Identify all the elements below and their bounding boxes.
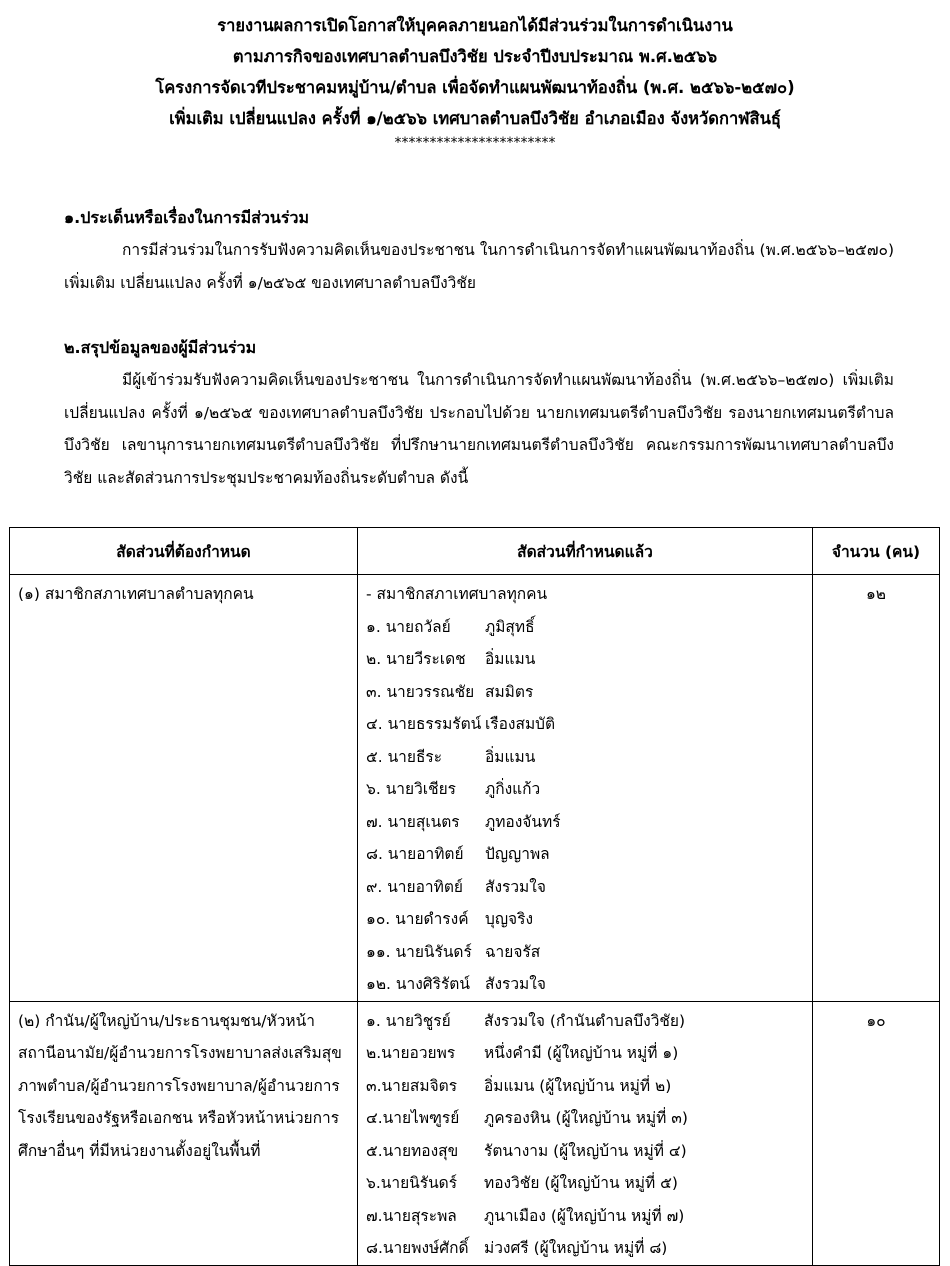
row-2-count: ๑๐ bbox=[813, 1001, 940, 1265]
section-1-text: การมีส่วนร่วมในการรับฟังความคิดเห็นของประชาชน ในการดำเนินการจัดทำแผนพัฒนาท้องถิ่น (พ.ศ.๒๕๖๖–๒๕๗๐) เพิ่มเติม เปลี่ยนแปลง ครั้งที่ ๑/๒๕๖๕ ของเทศบาลตำบลบึงวิชัย bbox=[64, 241, 894, 292]
member-entry: ๔. นายธรรมรัตน์ เรืองสมบัติ bbox=[366, 715, 556, 733]
title-line-4: เพิ่มเติม เปลี่ยนแปลง ครั้งที่ ๑/๒๕๖๖ เทศบาลตำบลบึงวิชัย อำเภอเมือง จังหวัดกาฬสินธุ์ bbox=[169, 109, 781, 128]
row-2-members bbox=[358, 1001, 813, 1265]
member-entry: ๑๑. นายนิรันดร์ ฉายจรัส bbox=[366, 942, 541, 961]
title-line-3: โครงการจัดเวทีประชาคมหมู่บ้าน/ตำบล เพื่อจัดทำแผนพัฒนาท้องถิ่น (พ.ศ. ๒๕๖๖-๒๕๗๐) bbox=[155, 78, 795, 97]
section-2-text: มีผู้เข้าร่วมรับฟังความคิดเห็นของประชาชน ในการดำเนินการจัดทำแผนพัฒนาท้องถิ่น (พ.ศ.๒๕๖๖–๒๕๗๐) เพิ่มเติม เปลี่ยนแปลง ครั้งที่ ๑/๒๕๖๕ ของเทศบาลตำบลบึงวิชัย ประกอบไปด้วย นายกเทศมนตรีตำบลบึงวิชัย รองนายกเทศมนตรีตำบลบึงวิชัย เลขานุการนายกเทศมนตรีตำบลบึงวิชัย ที่ปรึกษานายกเทศมนตรีตำบลบึงวิชัย คณะกรรมการพัฒนาเทศบาลตำบลบึงวิชัย และสัดส่วนการประชุมประชาคมท้องถิ่นระดับตำบล ดังนี้ bbox=[64, 371, 894, 487]
member-entry: ๗.นายสุระพล ภูนาเมือง (ผู้ใหญ่บ้าน หมู่ที่ ๗) bbox=[366, 1206, 685, 1225]
table-header-row bbox=[10, 528, 940, 575]
stars-divider: *********************** bbox=[394, 135, 556, 151]
header-assigned-proportion: สัดส่วนที่กำหนดแล้ว bbox=[358, 528, 813, 575]
section-1-body bbox=[64, 234, 894, 299]
member-entry: ๒.นายอวยพร หนึ่งคำมี (ผู้ใหญ่บ้าน หมู่ที่ ๑) bbox=[366, 1044, 679, 1062]
member-entry: ๘. นายอาทิตย์ ปัญญาพล bbox=[366, 845, 550, 863]
section-2 bbox=[64, 332, 894, 494]
row-1-count: ๑๒ bbox=[813, 575, 940, 1002]
participants-table bbox=[9, 527, 940, 1266]
member-entry: ๖.นายนิรันดร์ ทองวิชัย (ผู้ใหญ่บ้าน หมู่ที่ ๕) bbox=[366, 1174, 678, 1192]
title-line-1: รายงานผลการเปิดโอกาสให้บุคคลภายนอกได้มีส่วนร่วมในการดำเนินงาน bbox=[217, 16, 733, 35]
member-entry: ๓.นายสมจิตร อิ่มแมน (ผู้ใหญ่บ้าน หมู่ที่ ๒) bbox=[366, 1076, 672, 1095]
member-entry: ๓. นายวรรณชัย สมมิตร bbox=[366, 682, 534, 701]
section-1 bbox=[64, 202, 894, 299]
member-entry: ๒. นายวีระเดช อิ่มแมน bbox=[366, 650, 536, 668]
row-1-members bbox=[358, 575, 813, 1002]
member-entry: ๖. นายวิเชียร ภูกิ่งแก้ว bbox=[366, 780, 541, 798]
member-entry: ๙. นายอาทิตย์ สังรวมใจ bbox=[366, 877, 546, 896]
report-title bbox=[0, 10, 950, 152]
row-2-category: (๒) กำนัน/ผู้ใหญ่บ้าน/ประธานชุมชน/หัวหน้าสถานีอนามัย/ผู้อำนวยการโรงพยาบาลส่งเสริมสุขภาพตำบล/ผู้อำนวยการโรงพยาบาล/ผู้อำนวยการโรงเรียนของรัฐหรือเอกชน หรือหัวหน้าหน่วยการศึกษาอื่นๆ ที่มีหน่วยงานตั้งอยู่ในพื้นที่ bbox=[10, 1001, 358, 1265]
header-count: จำนวน (คน) bbox=[813, 528, 940, 575]
member-entry: ๕.นายทองสุข รัตนางาม (ผู้ใหญ่บ้าน หมู่ที่ ๔) bbox=[366, 1141, 687, 1160]
member-entry: ๑๒. นางศิริรัตน์ สังรวมใจ bbox=[366, 975, 546, 993]
member-entry: ๑. นายถวัลย์ ภูมิสุทธิ์ bbox=[366, 617, 535, 636]
member-entry: ๗. นายสุเนตร ภูทองจันทร์ bbox=[366, 812, 561, 831]
section-1-heading: ๑.ประเด็นหรือเรื่องในการมีส่วนร่วม bbox=[64, 208, 309, 227]
member-entry: ๑. นายวิชูรย์ สังรวมใจ (กำนันตำบลบึงวิชัย) bbox=[366, 1011, 686, 1030]
row-1-category: (๑) สมาชิกสภาเทศบาลตำบลทุกคน bbox=[10, 575, 358, 1002]
title-line-2: ตามภารกิจของเทศบาลตำบลบึงวิชัย ประจำปีงบประมาณ พ.ศ.๒๕๖๖ bbox=[232, 47, 718, 66]
header-required-proportion: สัดส่วนที่ต้องกำหนด bbox=[10, 528, 358, 575]
member-entry: ๑๐. นายดำรงค์ บุญจริง bbox=[366, 910, 534, 928]
section-2-body bbox=[64, 364, 894, 494]
table-row bbox=[10, 1001, 940, 1265]
member-entry: ๕. นายธีระ อิ่มแมน bbox=[366, 747, 536, 766]
section-2-heading: ๒.สรุปข้อมูลของผู้มีส่วนร่วม bbox=[64, 338, 257, 357]
member-entry: ๔.นายไพฑูรย์ ภูครองหิน (ผู้ใหญ่บ้าน หมู่ที่ ๓) bbox=[366, 1109, 688, 1127]
table-row bbox=[10, 575, 940, 1002]
member-entry: ๘.นายพงษ์ศักดิ์ ม่วงศรี (ผู้ใหญ่บ้าน หมู่ที่ ๘) bbox=[366, 1239, 668, 1257]
row-1-intro: - สมาชิกสภาเทศบาลทุกคน bbox=[366, 585, 548, 603]
